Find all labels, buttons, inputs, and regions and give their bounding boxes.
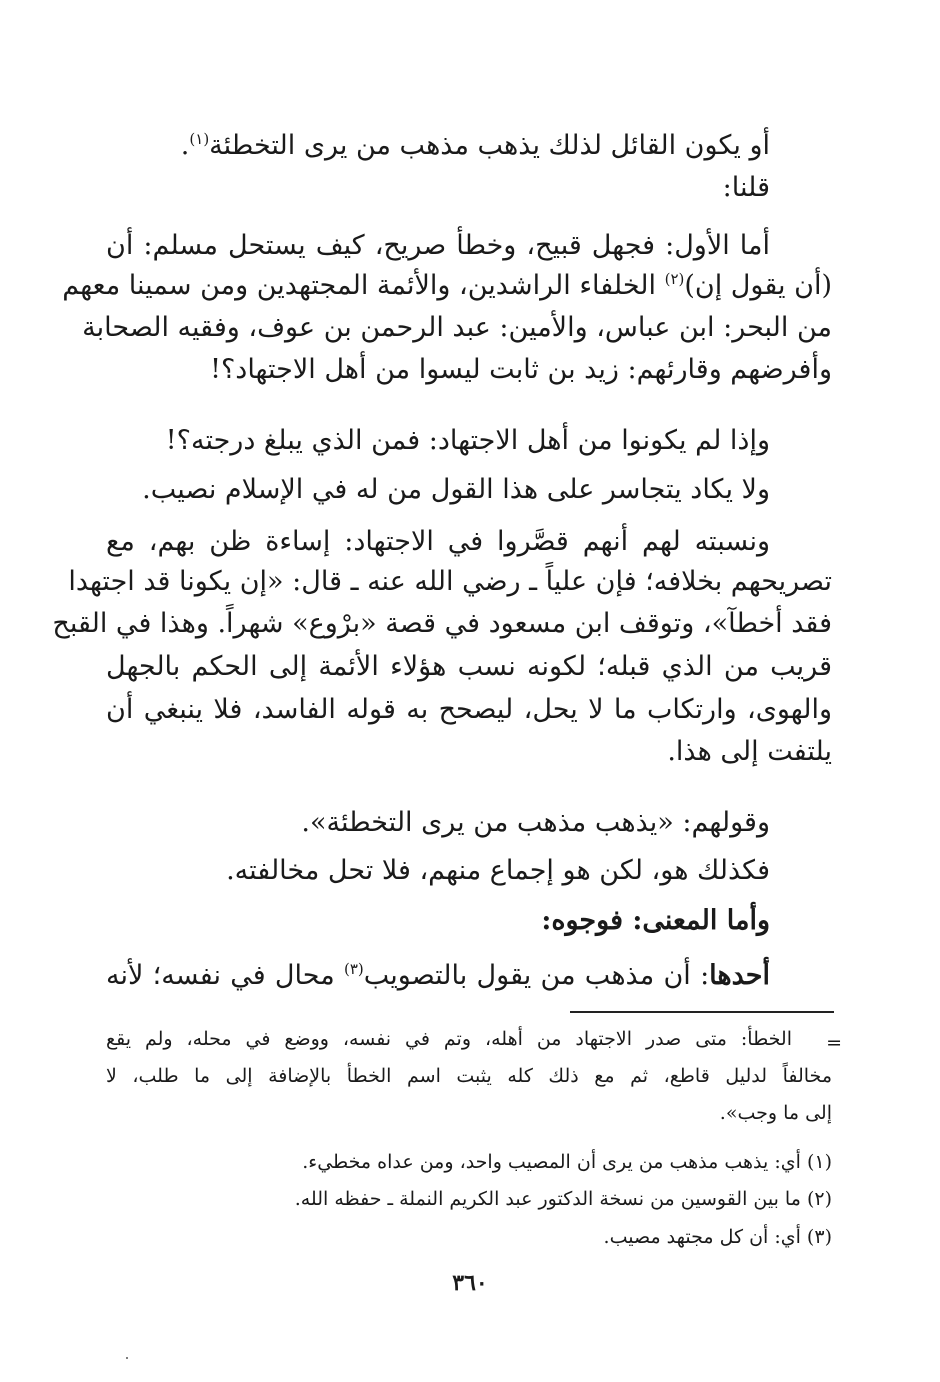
line-text: أو يكون القائل لذلك يذهب مذهب من يرى التخطئة	[209, 130, 770, 161]
paragraph-line: قريب من الذي قبله؛ لكونه نسب هؤلاء الأئمة إلى الحكم بالجهل	[106, 651, 832, 682]
paragraph-line: ولا يكاد يتجاسر على هذا القول من له في الإسلام نصيب.	[142, 474, 770, 505]
bold-term: أحدها	[709, 960, 771, 991]
paragraph-line: وأفرضهم وقارئهم: زيد بن ثابت ليسوا من أهل الاجتهاد؟!	[210, 354, 832, 385]
footnote-line: مخالفاً لدليل قاطع، ثم مع ذلك كله يثبت اسم الخطأ بالإضافة إلى ما طلب، لا	[106, 1065, 832, 1087]
paragraph-line	[181, 128, 770, 164]
footnote-ref[interactable]: (١)	[189, 130, 210, 148]
line-text: .	[180, 130, 190, 161]
paragraph-line: فكذلك هو، لكن هو إجماع منهم، فلا تحل مخالفته.	[226, 855, 770, 886]
paragraph-line: من البحر: ابن عباس، والأمين: عبد الرحمن بن عوف، وفقيه الصحابة	[82, 312, 832, 343]
footnote-ref[interactable]: (٣)	[343, 960, 364, 978]
paragraph-line: قلنا:	[722, 172, 770, 203]
footnote-ref[interactable]: (٢)	[664, 270, 685, 288]
continuation-mark: =	[826, 1032, 842, 1054]
paragraph-line	[62, 268, 832, 304]
footnote-line: الخطأ: متى صدر الاجتهاد من أهله، وتم في نفسه، ووضع في محله، ولم يقع	[106, 1028, 792, 1050]
paragraph-line: ونسبته لهم أنهم قصَّروا في الاجتهاد: إساءة ظن بهم، مع	[106, 526, 770, 557]
line-text: (أن يقول إن)	[684, 270, 832, 301]
scan-speck	[126, 1357, 128, 1359]
section-heading: وأما المعنى: فوجوه:	[541, 905, 770, 936]
paragraph-line: يلتفت إلى هذا.	[667, 736, 832, 767]
paragraph-line	[106, 958, 770, 994]
footnote-1: (١) أي: يذهب مذهب من يرى أن المصيب واحد، ومن عداه مخطيء.	[302, 1151, 832, 1173]
footnote-divider	[570, 1011, 834, 1013]
paragraph-line: فقد أخطآ»، وتوقف ابن مسعود في قصة «برْوع» شهراً. وهذا في القبح	[52, 608, 832, 639]
line-text: محال في نفسه؛ لأنه	[106, 960, 344, 991]
paragraph-line: والهوى، وارتكاب ما لا يحل، ليصحح به قوله الفاسد، فلا ينبغي أن	[106, 694, 832, 725]
paragraph-line: وقولهم: «يذهب مذهب من يرى التخطئة».	[301, 807, 770, 838]
paragraph-line: أما الأول: فجهل قبيح، وخطأ صريح، كيف يستحل مسلم: أن	[106, 230, 770, 261]
page-number: ٣٦٠	[452, 1270, 488, 1296]
paragraph-line: وإذا لم يكونوا من أهل الاجتهاد: فمن الذي يبلغ درجته؟!	[165, 425, 770, 456]
footnote-3: (٣) أي: أن كل مجتهد مصيب.	[603, 1226, 832, 1248]
footnote-2: (٢) ما بين القوسين من نسخة الدكتور عبد الكريم النملة ـ حفظه الله.	[294, 1188, 832, 1210]
footnote-line: إلى ما وجب».	[719, 1102, 832, 1124]
line-text: : أن مذهب من يقول بالتصويب	[363, 960, 710, 991]
line-text: الخلفاء الراشدين، والأئمة المجتهدين ومن سمينا معهم	[62, 270, 665, 301]
paragraph-line: تصريحهم بخلافه؛ فإن علياً ـ رضي الله عنه ـ قال: «إن يكونا قد اجتهدا	[68, 566, 832, 597]
